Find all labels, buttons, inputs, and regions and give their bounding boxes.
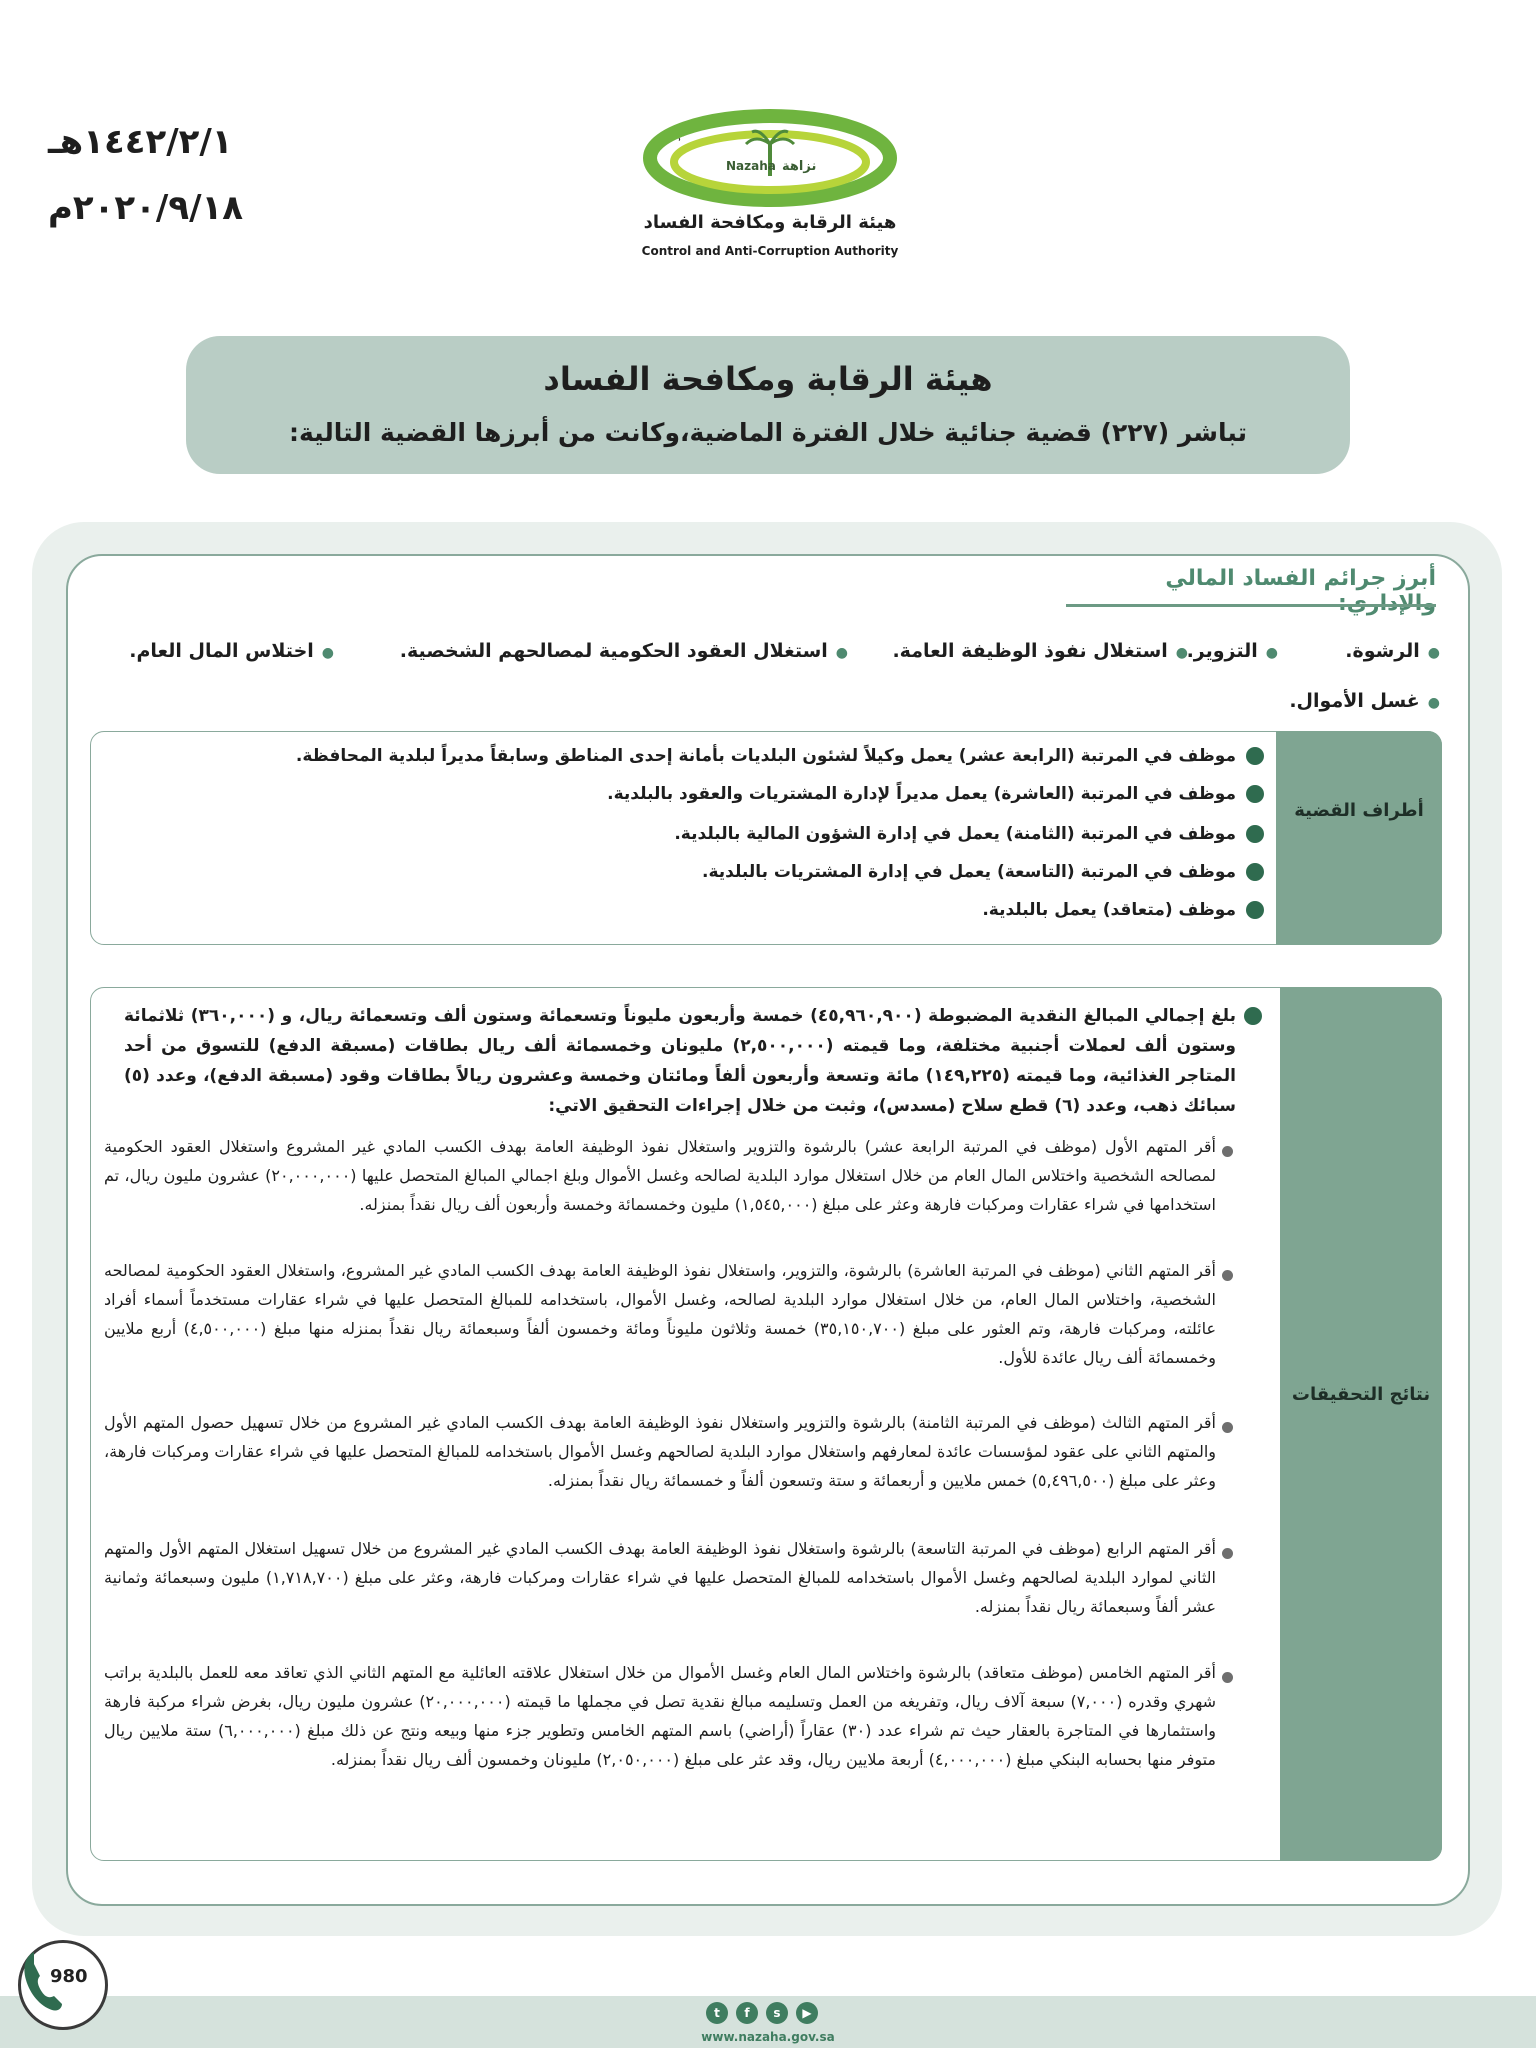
accused-item: أقر المتهم الثاني (موظف في المرتبة العاشرة) بالرشوة، والتزوير، واستغلال نفوذ الوظيفة العامة بهدف الكسب المادي غير المشروع، واستغلال العقود الحكومية لمصالحه الشخصية، واختلاس المال العام، من خلال استغلال موارد البلدية لصالحه، وغسل الأموال، باستخدامه للمبالغ المتحصل عليها في شراء عقارات مستخدماً أسماء أفراد عائلته، ومركبات فارهة، وتم العثور على مبلغ (٣٥,١٥٠,٧٠٠) خمسة وثلاثون مليوناً ومائة وخمسون ألفاً وسبعمائة ريال نقداً بمنزله منها مبلغ (٤,٥٠٠,٠٠٠) أربع ملايين وخمسمائة ألف ريال عائدة للأول. — [104, 1261, 1217, 1367]
logo-brand-en: Nazaha — [726, 159, 776, 173]
hotline-number: 980 — [50, 1966, 88, 1987]
bullet-icon — [1222, 1672, 1233, 1683]
party-item: موظف في المرتبة (العاشرة) يعمل مديراً لإدارة المشتريات والعقود بالبلدية. — [164, 784, 1264, 804]
bullet-icon: ● — [835, 645, 848, 661]
logo-brand-ar: نزاهة — [782, 159, 817, 174]
crime-item: ●الرشوة. — [1345, 640, 1440, 662]
crime-item: ●التزوير. — [1186, 640, 1278, 662]
bullet-icon: ● — [1427, 695, 1440, 711]
accused-item: أقر المتهم الثالث (موظف في المرتبة الثامنة) بالرشوة والتزوير واستغلال نفوذ الوظيفة العامة بهدف الكسب المادي غير المشروع من خلال تسهيل حصول المتهم الأول والمتهم الثاني على عقود لمؤسسات عائدة لمعارفهم واستغلال موارد البلدية لصالحهم وغسل الأموال باستخدامه للمبالغ المتحصل عليها في شراء عقارات ومركبات فارهة، وعثر على مبلغ (٥,٤٩٦,٥٠٠) خمس ملايين و أربعمائة و ستة وتسعون ألفاً و خمسمائة ريال نقداً بمنزله. — [104, 1413, 1216, 1490]
bullet-icon — [1246, 747, 1264, 765]
crime-item: ●غسل الأموال. — [1289, 690, 1440, 712]
bullet-icon — [1222, 1422, 1233, 1433]
header-box — [186, 336, 1350, 474]
results-label: نتائج التحقيقات — [1291, 1384, 1431, 1405]
party-item: موظف في المرتبة (الثامنة) يعمل في إدارة الشؤون المالية بالبلدية. — [164, 824, 1264, 844]
bullet-icon — [1246, 825, 1264, 843]
bullet-icon — [1222, 1146, 1233, 1157]
logo-name-arabic: هيئة الرقابة ومكافحة الفساد — [643, 212, 897, 233]
bullet-icon — [1246, 901, 1264, 919]
party-item: موظف في المرتبة (التاسعة) يعمل في إدارة المشتريات بالبلدية. — [164, 862, 1264, 882]
accused-item: أقر المتهم الخامس (موظف متعاقد) بالرشوة واختلاس المال العام وغسل الأموال من خلال استغلال علاقته العائلية مع المتهم الثاني الذي تعاقد معه للعمل بالبلدية براتب شهري وقدره (٧,٠٠٠) سبعة آلاف ريال، وتفريغه من العمل وتسليمه مبالغ نقدية تصل في مجملها ما قيمته (٢٠,٠٠٠,٠٠٠) عشرون مليون ريال، بغرض شراء مركبة فارهة واستثمارها في المتاجرة بالعقار حيث تم شراء عدد (٣٠) عقاراً (أراضي) باسم المتهم الخامس وتطوير جزء منها وبيعه ونتج عن ذلك مبلغ (٦,٠٠٠,٠٠٠) ستة ملايين ريال متوفر منها بحسابه البنكي مبلغ (٤,٠٠٠,٠٠٠) أربعة ملايين ريال، وقد عثر على مبلغ (٢,٠٥٠,٠٠٠) مليونان وخمسون ألف ريال نقداً بمنزله. — [104, 1663, 1217, 1769]
bullet-icon: ● — [321, 645, 334, 661]
bullet-icon: ● — [1175, 645, 1188, 661]
bullet-icon — [1222, 1270, 1233, 1281]
logo-name-english: Control and Anti-Corruption Authority — [641, 244, 899, 258]
bullet-icon: ● — [1427, 645, 1440, 661]
snapchat-icon[interactable]: s — [766, 2002, 788, 2024]
bullet-icon — [1246, 785, 1264, 803]
bullet-icon — [1246, 863, 1264, 881]
bullet-icon — [1222, 1548, 1233, 1559]
twitter-icon[interactable]: t — [706, 2002, 728, 2024]
crime-item: ●استغلال نفوذ الوظيفة العامة. — [892, 640, 1188, 662]
page-subtitle: تباشر (٢٢٧) قضية جنائية خلال الفترة الماضية،وكانت من أبرزها القضية التالية: — [289, 418, 1247, 447]
hijri-date: ١٤٤٢/٢/١هـ — [48, 122, 233, 162]
bullet-icon: ● — [1265, 645, 1278, 661]
crime-item: ●استغلال العقود الحكومية لمصالحهم الشخصية. — [399, 640, 848, 662]
website-link[interactable]: www.nazaha.gov.sa — [701, 2030, 835, 2044]
gregorian-date: ٢٠٢٠/٩/١٨م — [48, 188, 244, 228]
party-item: موظف في المرتبة (الرابعة عشر) يعمل وكيلاً لشئون البلديات بأمانة إحدى المناطق وسابقاً مديراً لبلدية المحافظة. — [164, 746, 1264, 766]
parties-label: أطراف القضية — [1294, 800, 1424, 821]
results-label-panel — [1280, 987, 1442, 1861]
facebook-icon[interactable]: f — [736, 2002, 758, 2024]
accused-item: أقر المتهم الأول (موظف في المرتبة الرابعة عشر) بالرشوة والتزوير واستغلال نفوذ الوظيفة العامة بهدف الكسب المادي غير المشروع واستغلال العقود الحكومية لمصالحه الشخصية واختلاس المال العام من خلال استغلال موارد البلدية لصالحه وغسل الأموال وبلغ اجمالي المبالغ المتحصل عليها (٢٠,٠٠٠,٠٠٠) عشرون مليون ريال، تم استخدامها في شراء عقارات ومركبات فارهة وعثر على مبلغ (١,٥٤٥,٠٠٠) مليون وخمسمائة وخمسة وأربعون ألف ريال نقداً بمنزله. — [104, 1137, 1217, 1214]
logo-arc-text: وَلَا — [668, 126, 686, 143]
parties-label-panel — [1276, 731, 1442, 945]
youtube-icon[interactable]: ▶ — [796, 2002, 818, 2024]
page-title: هيئة الرقابة ومكافحة الفساد — [543, 360, 993, 398]
nazaha-logo — [640, 48, 900, 268]
party-item: موظف (متعاقد) يعمل بالبلدية. — [164, 900, 1264, 920]
bullet-icon — [1244, 1007, 1262, 1025]
crime-item: ●اختلاس المال العام. — [129, 640, 334, 662]
results-summary: بلغ إجمالي المبالغ النقدية المضبوطة (٤٥,٩٦٠,٩٠٠) خمسة وأربعون مليوناً وتسعمائة وستون ألف وتسعمائة ريال، و (٣٦٠,٠٠٠) ثلاثمائة وستون ألف لعملات أجنبية مختلفة، وما قيمته (٢,٥٠٠,٠٠٠) مليونان وخمسمائة ألف ريال بطاقات (مسبقة الدفع) للتسوق من أحد المتاجر الغذائية، وما قيمته (١٤٩,٢٢٥) مائة وتسعة وأربعون ألفاً ومائتان وخمسة وعشرون ريالاً بطاقات وقود (مسبقة الدفع)، وعدد (٥) سبائك ذهب، وعدد (٦) قطع سلاح (مسدس)، وثبت من خلال إجراءات التحقيق الاتي: — [124, 1006, 1236, 1116]
crimes-heading: أبرز جرائم الفساد المالي — [1165, 566, 1436, 591]
accused-item: أقر المتهم الرابع (موظف في المرتبة التاسعة) بالرشوة واستغلال نفوذ الوظيفة العامة بهدف الكسب المادي غير المشروع من خلال تسهيل استغلال المتهم الأول والمتهم الثاني لموارد البلدية لصالحهم وغسل الأموال باستخدامه للمبالغ المتحصل عليها في شراء عقارات ومركبات فارهة، وعثر على مبلغ (١,٧١٨,٧٠٠) مليون وسبعمائة وثمانية عشر ألفاً وسبعمائة ريال نقداً بمنزله. — [104, 1539, 1216, 1616]
crimes-heading-underline — [1066, 604, 1436, 607]
